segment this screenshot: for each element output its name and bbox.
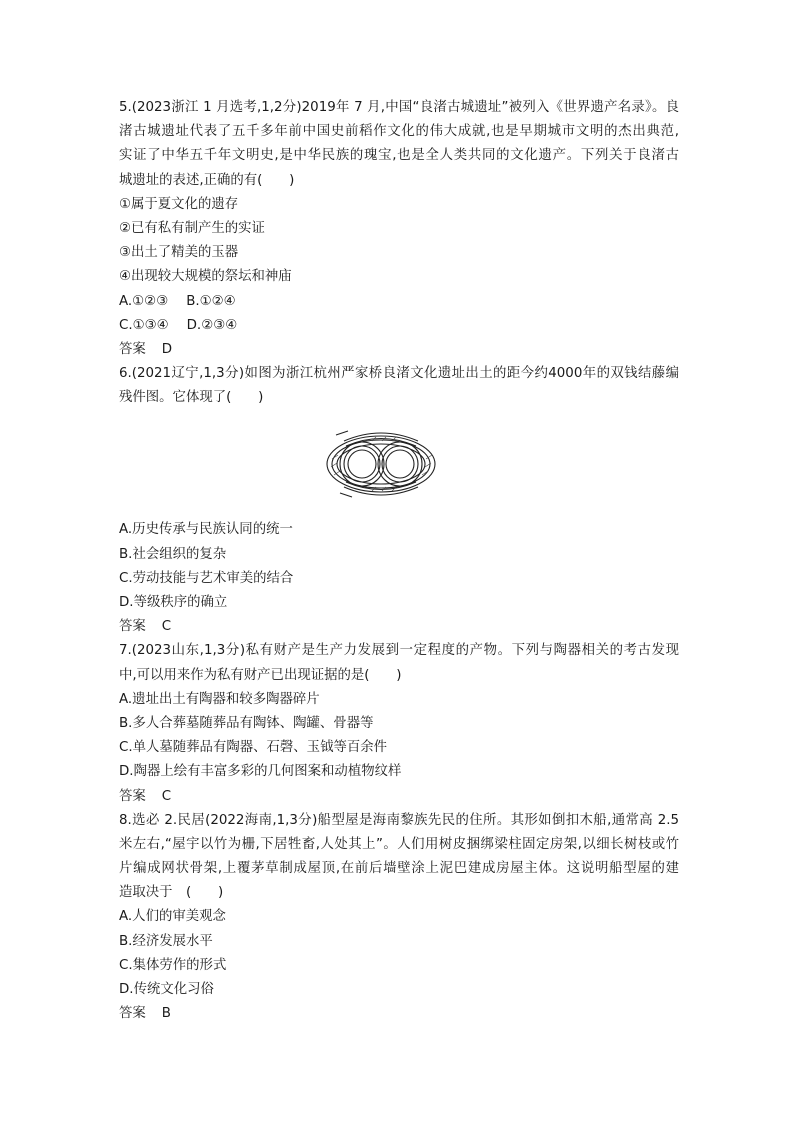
- answer-line: [119, 338, 679, 362]
- option-d: D.等级秩序的确立: [119, 595, 228, 610]
- question-5: [119, 96, 679, 362]
- question-6: [119, 362, 679, 639]
- answer-label: 答案: [119, 341, 146, 357]
- question-7: [119, 639, 679, 808]
- question-stem-line: 城遗址的表述,正确的有( ): [119, 172, 295, 188]
- statement-item: ④出现较大规模的祭坛和神庙: [119, 269, 292, 285]
- option-b: B.①②④: [186, 293, 236, 309]
- answer-value: C: [161, 788, 172, 804]
- question-stem-line: 8.选必 2.民居(2022海南,1,3分)船型屋是海南黎族先民的住所。其形如倒扣木船,通常高 2.5: [119, 812, 679, 828]
- option-c: C.单人墓随葬品有陶器、石磬、玉钺等百余件: [119, 740, 388, 756]
- option-a: A.人们的审美观念: [119, 909, 226, 925]
- option-d: D.传统文化习俗: [119, 982, 214, 997]
- answer-line: [119, 785, 679, 809]
- statement-item: ①属于夏文化的遗存: [119, 196, 239, 212]
- option-d: D.陶器上绘有丰富多彩的几何图案和动植物纹样: [119, 764, 402, 780]
- question-stem-line: 造取决于 ( ): [119, 885, 224, 901]
- answer-value: B: [161, 1006, 171, 1022]
- option-a: A.遗址出土有陶器和较多陶器碎片: [119, 691, 320, 707]
- answer-line: [119, 1002, 679, 1026]
- question-stem-line: 米左右,“屋宇以竹为栅,下居牲畜,人处其上”。人们用树皮捆绑梁柱固定房架,以细长树枝或竹: [119, 836, 679, 852]
- question-stem-line: 6.(2021辽宁,1,3分)如图为浙江杭州严家桥良渚文化遗址出土的距今约4000年的双钱结藤编: [119, 366, 679, 382]
- rattan-knot-figure: [119, 410, 679, 518]
- question-stem-line: 5.(2023浙江 1 月选考,1,2分)2019年 7 月,中国“良渚古城遗址”被列入《世界遗产名录》。良: [119, 100, 679, 115]
- document-page: [119, 96, 679, 1026]
- answer-line: [119, 615, 679, 639]
- question-stem-line: 残件图。它体现了( ): [119, 390, 264, 406]
- statement-item: ③出土了精美的玉器: [119, 245, 239, 261]
- double-coin-knot-image: [322, 429, 440, 499]
- answer-label: 答案: [119, 788, 146, 804]
- question-8: [119, 809, 679, 1027]
- option-row: [119, 314, 679, 338]
- question-stem-line: 片编成网状骨架,上覆茅草制成屋顶,在前后墙壁涂上泥巴建成房屋主体。这说明船型屋的建: [119, 861, 679, 877]
- option-d: D.②③④: [186, 317, 238, 333]
- option-b: B.经济发展水平: [119, 933, 213, 949]
- question-stem-line: 实证了中华五千年文明史,是中华民族的瑰宝,也是全人类共同的文化遗产。下列关于良渚古: [119, 148, 679, 164]
- answer-value: C: [161, 619, 172, 635]
- question-stem-line: 渚古城遗址代表了五千多年前中国史前稻作文化的伟大成就,也是早期城市文明的杰出典范,: [119, 124, 679, 140]
- option-c: C.集体劳作的形式: [119, 957, 227, 973]
- option-c: C.劳动技能与艺术审美的结合: [119, 570, 294, 586]
- option-b: B.多人合葬墓随葬品有陶钵、陶罐、骨器等: [119, 715, 374, 731]
- option-a: A.历史传承与民族认同的统一: [119, 522, 293, 538]
- answer-value: D: [161, 341, 173, 357]
- question-stem-line: 中,可以用来作为私有财产已出现证据的是( ): [119, 667, 402, 683]
- option-b: B.社会组织的复杂: [119, 546, 227, 562]
- option-a: A.①②③: [119, 293, 169, 309]
- answer-label: 答案: [119, 619, 146, 635]
- answer-label: 答案: [119, 1006, 146, 1022]
- option-c: C.①③④: [119, 317, 169, 333]
- statement-item: ②已有私有制产生的实证: [119, 220, 265, 236]
- option-row: [119, 290, 679, 314]
- question-stem-line: 7.(2023山东,1,3分)私有财产是生产力发展到一定程度的产物。下列与陶器相关的考古发现: [119, 643, 679, 659]
